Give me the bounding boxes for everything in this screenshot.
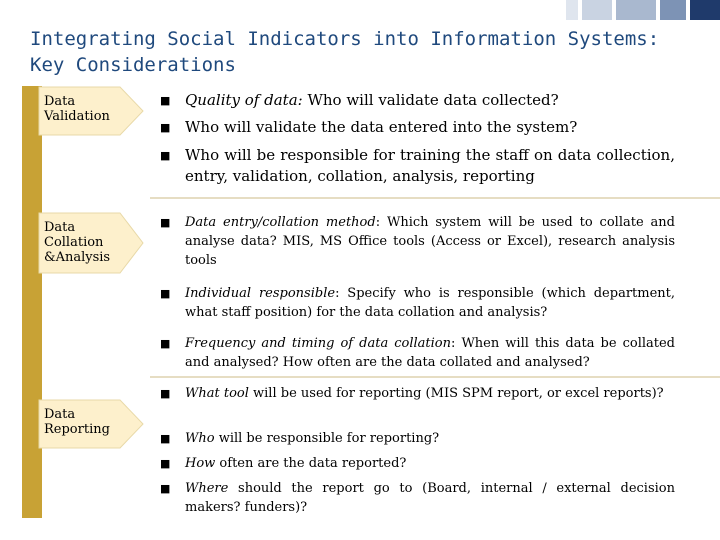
square-bullet-icon: ■ — [160, 121, 171, 134]
section-label: Data Validation — [44, 94, 110, 124]
square-bullet-icon: ■ — [160, 457, 171, 470]
list-item: ■ Who will validate the data entered into the system? — [160, 118, 578, 136]
section-chevron-reporting — [38, 399, 144, 449]
banner-stripe — [690, 0, 720, 20]
list-item: ■ Quality of data: Who will validate data collected? — [160, 91, 559, 109]
list-item: ■ Who will be responsible for reporting? — [160, 431, 440, 446]
section-divider — [150, 197, 720, 199]
square-bullet-icon: ■ — [160, 482, 171, 495]
banner-stripe — [660, 0, 686, 20]
square-bullet-icon: ■ — [160, 287, 171, 300]
section-chevron-collation — [38, 212, 144, 274]
banner-stripe — [582, 0, 612, 20]
section-label: Data Collation &Analysis — [44, 220, 111, 265]
banner-stripe — [566, 0, 578, 20]
top-banner — [0, 0, 720, 20]
list-item: ■ Where should the report go to (Board, internal / external decision makers? funders)? — [160, 481, 675, 515]
square-bullet-icon: ■ — [160, 432, 171, 445]
square-bullet-icon: ■ — [160, 387, 171, 400]
section-chevron-validation — [38, 86, 144, 136]
list-item: ■ Who will be responsible for training the staff on data collection, entry, validation, collation, analysis, reporting — [160, 146, 675, 185]
banner-stripe — [616, 0, 656, 20]
list-item: ■ Individual responsible: Specify who is responsible (which department, what staff position) for the data collation and analysis? — [160, 286, 676, 320]
list-item: ■ Data entry/collation method: Which system will be used to collate and analyse data? MIS, MS Office tools (Access or Excel), research analysis tools — [160, 215, 675, 268]
list-item: ■ Frequency and timing of data collation: When will this data be collated and analysed? How often are the data collated and analysed? — [160, 336, 675, 370]
section-label: Data Reporting — [44, 407, 110, 437]
list-item: ■ What tool will be used for reporting (MIS SPM report, or excel reports)? — [160, 386, 664, 401]
square-bullet-icon: ■ — [160, 94, 171, 107]
slide-title: Integrating Social Indicators into Information Systems: Key Considerations — [30, 28, 660, 76]
section-divider — [150, 376, 720, 378]
list-item: ■ How often are the data reported? — [160, 456, 407, 471]
square-bullet-icon: ■ — [160, 337, 171, 350]
square-bullet-icon: ■ — [160, 216, 171, 229]
accent-bar — [22, 86, 42, 518]
square-bullet-icon: ■ — [160, 149, 171, 162]
